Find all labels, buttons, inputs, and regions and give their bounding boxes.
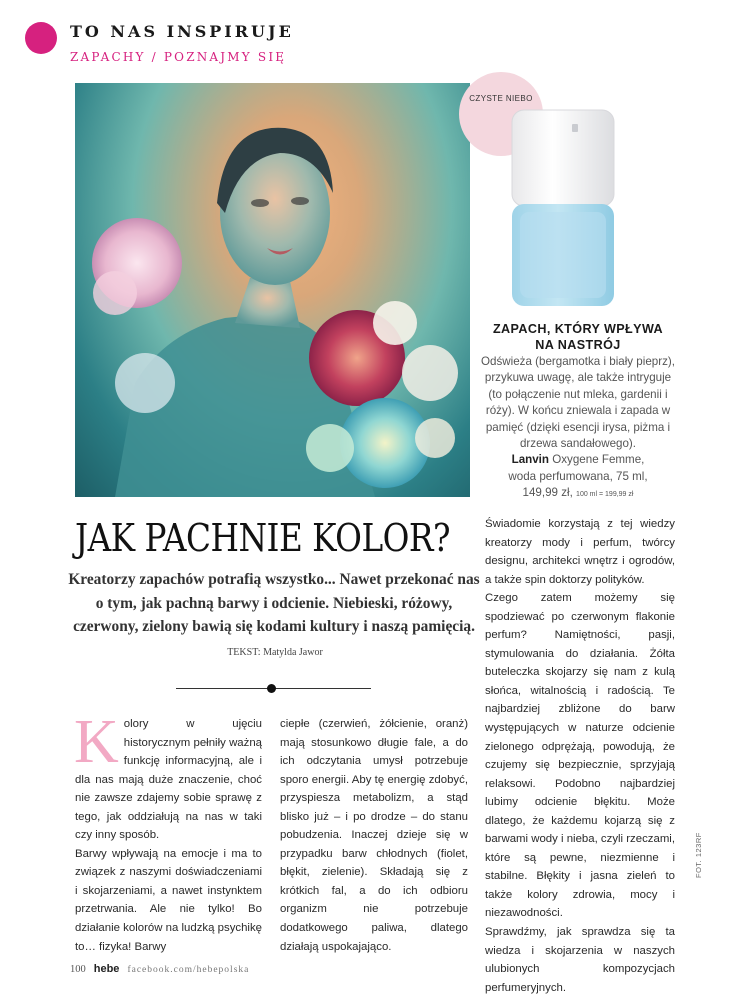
paragraph: Kolory w ujęciu historycznym pełniły ważną funkcję informacyjną, ale i dla nas mają duże znaczenie, choć nie zawsze zdajemy sobie sprawę z tego, jak oddziałują na nas w taki czy inny sposób. <box>74 708 262 842</box>
product-price: 149,99 zł, <box>522 486 573 500</box>
section-dot <box>25 22 57 54</box>
product-type: woda perfumowana, 75 ml, <box>508 469 648 483</box>
hero-photo <box>75 83 470 497</box>
article-column-2 <box>280 715 468 956</box>
perfume-bottle-image <box>510 108 616 308</box>
product-unit-price: 100 ml = 199,99 zł <box>576 491 634 499</box>
product-heading <box>478 321 678 353</box>
badge-label: CZYSTE NIEBO <box>469 94 533 103</box>
article-column-3 <box>485 515 675 997</box>
paragraph: Barwy wpływają na emocje i ma to związek z naszymi doświadczeniami i skojarzeniami, a nawet instynktem przetrwania. Ale nie tylko! Bo działanie kolorów na ludzką psychikę to… fizyka! Barwy <box>75 847 262 953</box>
product-heading-line1: ZAPACH, KTÓRY WPŁYWA <box>492 322 664 336</box>
section-title: TO NAS INSPIRUJE <box>70 22 294 41</box>
paragraph: ciepłe (czerwień, żółcienie, oranż) mają stosunkowo długie fale, a do ich odczytania umysł potrzebuje sporo energii. Aby tę energię zdobyć, przyspiesza metabolizm, a stąd blisko już – i po drodze – do stanu pobudzenia. Inaczej dzieje się w przypadku barw chłodnych (fiolet, błękit, zielenie). Składają się z krótkich fal, a do ich odbioru organizm nie potrzebuje dodatkowego paliwa, dlatego działają uspokajająco. <box>280 718 468 953</box>
photo-credit: FOT. 123RF <box>694 832 703 878</box>
product-name-line <box>478 452 678 468</box>
section-subtitle: ZAPACHY / POZNAJMY SIĘ <box>70 50 287 64</box>
paragraph: Sprawdźmy, jak sprawdza się ta wiedza i skojarzenia w naszych ulubionych kompozycjach perfumeryjnych. <box>485 926 675 994</box>
page-footer <box>70 963 249 975</box>
product-price-line <box>478 485 678 503</box>
author-credit: TEKST: Matylda Jawor <box>227 646 323 658</box>
product-box <box>478 321 678 504</box>
lead-text: Kreatorzy zapachów potrafią wszystko... Nawet przekonać nas o tym, jak pachną barwy i odcienie. Niebieski, różowy, czerwony, zielony bawią się kodami kultury i naszą pamięcią. <box>68 571 480 635</box>
product-description: Odświeża (bergamotka i biały pieprz), przykuwa uwagę, ale także intryguje (to połączenie nut mleka, gardenii i róży). W końcu zniewala i zapada w pamięć (dzięki esencji irysa, piżma i drzewa sandałowego). <box>481 355 675 451</box>
paragraph: Czego zatem możemy się spodziewać po czerwonym flakonie perfum? Namiętności, pasji, stymulowania do działania. Żółta buteleczka skojarzy się nam z kulą słońca, witalnością i radością. Te najbardziej zbliżone do barw występujących w naturze odcienie zielonego odprężają, powodują, że czujemy się bezpiecznie, sprzyjają relaksowi. Podobno najbardziej lubimy odcienie błękitu. Może dlatego, że każdemu kojarzą się z barwami wody i nieba, czyli rzeczami, które są pewne, niezmienne i stabilne. Błękity i jasna zieleń to także kolory zdrowia, mocy i niezawodności. <box>485 592 675 920</box>
drop-cap: K <box>74 708 119 776</box>
footer-url[interactable]: facebook.com/hebepolska <box>127 965 250 975</box>
product-brand: Lanvin <box>511 453 549 467</box>
article-lead <box>68 568 480 664</box>
product-name: Oxygene Femme, <box>552 453 645 467</box>
hebe-logo: hebe <box>93 963 120 975</box>
article-headline: JAK PACHNIE KOLOR? <box>75 516 451 560</box>
article-column-1 <box>74 708 262 956</box>
product-heading-line2: NA NASTRÓJ <box>535 338 621 352</box>
divider-dot <box>267 684 276 693</box>
page-number: 100 <box>70 964 86 975</box>
paragraph: Świadomie korzystają z tej wiedzy kreatorzy mody i perfum, twórcy designu, architekci wnętrz i ogrodów, a także spin doktorzy polityków. <box>485 518 675 586</box>
